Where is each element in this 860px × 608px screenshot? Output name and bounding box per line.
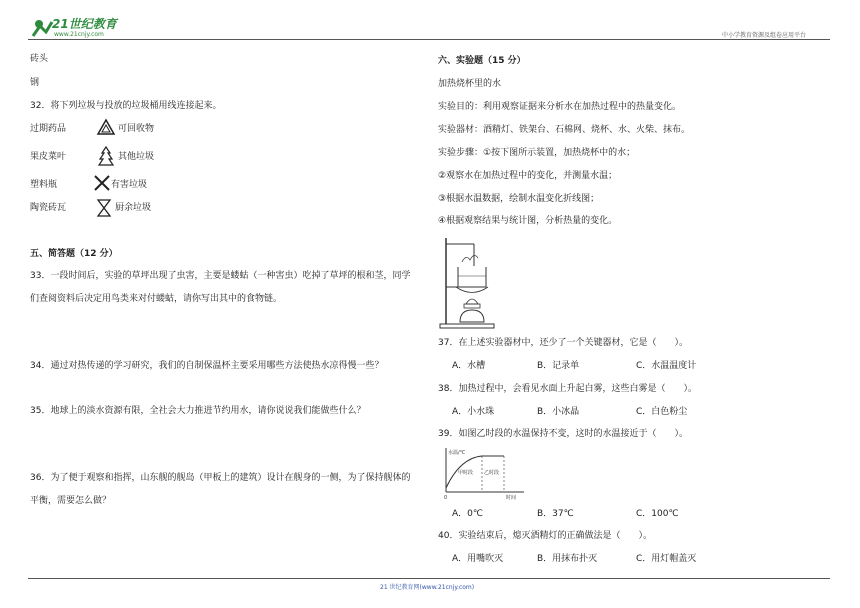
apparatus-illustration bbox=[436, 232, 496, 330]
match-right-2: 其他垃圾 bbox=[118, 152, 155, 162]
item-brick: 砖头 bbox=[30, 54, 49, 64]
q38-option-b: B．小冰晶 bbox=[537, 407, 580, 417]
q33-line1: 33．一段时间后，实验的草坪出现了虫害，主要是蝼蛄（一种害虫）吃掉了草坪的根和茎，同学 bbox=[30, 271, 411, 281]
step-2: ②观察水在加热过程中的变化，并测量水温； bbox=[438, 171, 618, 181]
footer-text: 21 世纪教育网(www.21cnjy.com) bbox=[380, 584, 475, 591]
header-rule bbox=[28, 39, 830, 40]
q40-option-c: C．用灯帽盖灭 bbox=[636, 554, 697, 564]
q35-text: 35．地球上的淡水资源有限，全社会大力推进节约用水，请你说说我们能做些什么？ bbox=[30, 406, 366, 416]
q37-option-a: A．水槽 bbox=[452, 361, 486, 371]
svg-text:www.21cnjy.com: www.21cnjy.com bbox=[54, 31, 104, 38]
q39-option-b: B．37℃ bbox=[537, 509, 574, 519]
recycle-icon bbox=[96, 118, 116, 138]
q37-option-b: B．记录单 bbox=[537, 361, 580, 371]
match-left-2: 果皮菜叶 bbox=[30, 152, 67, 162]
experiment-title: 加热烧杯里的水 bbox=[438, 79, 502, 89]
graph-xlabel: 时间 bbox=[506, 495, 517, 500]
item-steel: 钢 bbox=[30, 78, 40, 88]
q37-option-c: C．水温温度计 bbox=[636, 361, 697, 371]
experiment-materials: 实验器材：酒精灯、铁架台、石棉网、烧杯、水、火柴、抹布。 bbox=[438, 125, 691, 135]
other-waste-icon bbox=[96, 145, 116, 167]
match-left-3: 塑料瓶 bbox=[30, 180, 58, 190]
q40-text: 40．实验结束后，熄灭酒精灯的正确做法是（ ）。 bbox=[438, 531, 652, 541]
footer-rule bbox=[28, 578, 830, 579]
q38-option-c: C．白色粉尘 bbox=[636, 407, 688, 417]
q32-text: 32．将下列垃圾与投放的垃圾桶用线连接起来。 bbox=[30, 101, 222, 111]
q40-option-b: B．用抹布扑灭 bbox=[537, 554, 598, 564]
hazardous-icon bbox=[92, 174, 112, 192]
q36-line2: 平衡，需要怎么做？ bbox=[30, 496, 112, 506]
svg-text:21世纪教育: 21世纪教育 bbox=[52, 17, 117, 31]
q34-text: 34．通过对热传递的学习研究，我们的自制保温杯主要采用哪些方法使热水凉得慢一些？ bbox=[30, 361, 384, 371]
graph-ylabel: 水温/℃ bbox=[448, 450, 466, 456]
match-left-4: 陶瓷砖瓦 bbox=[30, 203, 67, 213]
graph-seg1: 甲时段 bbox=[458, 470, 474, 476]
experiment-purpose: 实验目的：利用观察证据来分析水在加热过程中的热量变化。 bbox=[438, 102, 682, 112]
q39-text: 39．如图乙时段的水温保持不变，这时的水温接近于（ ）。 bbox=[438, 429, 688, 439]
q37-text: 37．在上述实验器材中，还少了一个关键器材，它是（ ）。 bbox=[438, 338, 688, 348]
water-temp-graph bbox=[440, 446, 530, 500]
q38-option-a: A．小水珠 bbox=[452, 407, 495, 417]
match-right-1: 可回收物 bbox=[118, 124, 155, 134]
q39-option-c: C．100℃ bbox=[636, 509, 679, 519]
step-1: 实验步骤：①按下图所示装置，加热烧杯中的水； bbox=[438, 148, 636, 158]
match-left-1: 过期药品 bbox=[30, 124, 67, 134]
graph-seg2: 乙时段 bbox=[484, 470, 500, 476]
section6-title: 六、实验题（15 分） bbox=[438, 56, 526, 66]
match-right-4: 厨余垃圾 bbox=[115, 203, 152, 213]
step-3: ③根据水温数据，绘制水温变化折线图； bbox=[438, 194, 600, 204]
graph-origin: 0 bbox=[444, 495, 448, 500]
kitchen-waste-icon bbox=[96, 198, 112, 218]
q40-option-a: A．用嘴吹灭 bbox=[452, 554, 504, 564]
logo bbox=[30, 14, 140, 38]
header-right-text: 中小学教育资源及组卷应用平台 bbox=[722, 32, 807, 39]
q36-line1: 36．为了便于观察和指挥，山东舰的舰岛（甲板上的建筑）设计在舰身的一侧，为了保持舰体的 bbox=[30, 473, 411, 483]
match-right-3: 有害垃圾 bbox=[111, 180, 148, 190]
step-4: ④根据观察结果与统计图，分析热量的变化。 bbox=[438, 216, 618, 226]
q33-line2: 们查阅资料后决定用鸟类来对付蝼蛄，请你写出其中的食物链。 bbox=[30, 294, 283, 304]
q38-text: 38．加热过程中，会看见水面上升起白雾，这些白雾是（ ）。 bbox=[438, 384, 697, 394]
section5-title: 五、简答题（12 分） bbox=[30, 249, 118, 259]
q39-option-a: A．0℃ bbox=[452, 509, 483, 519]
